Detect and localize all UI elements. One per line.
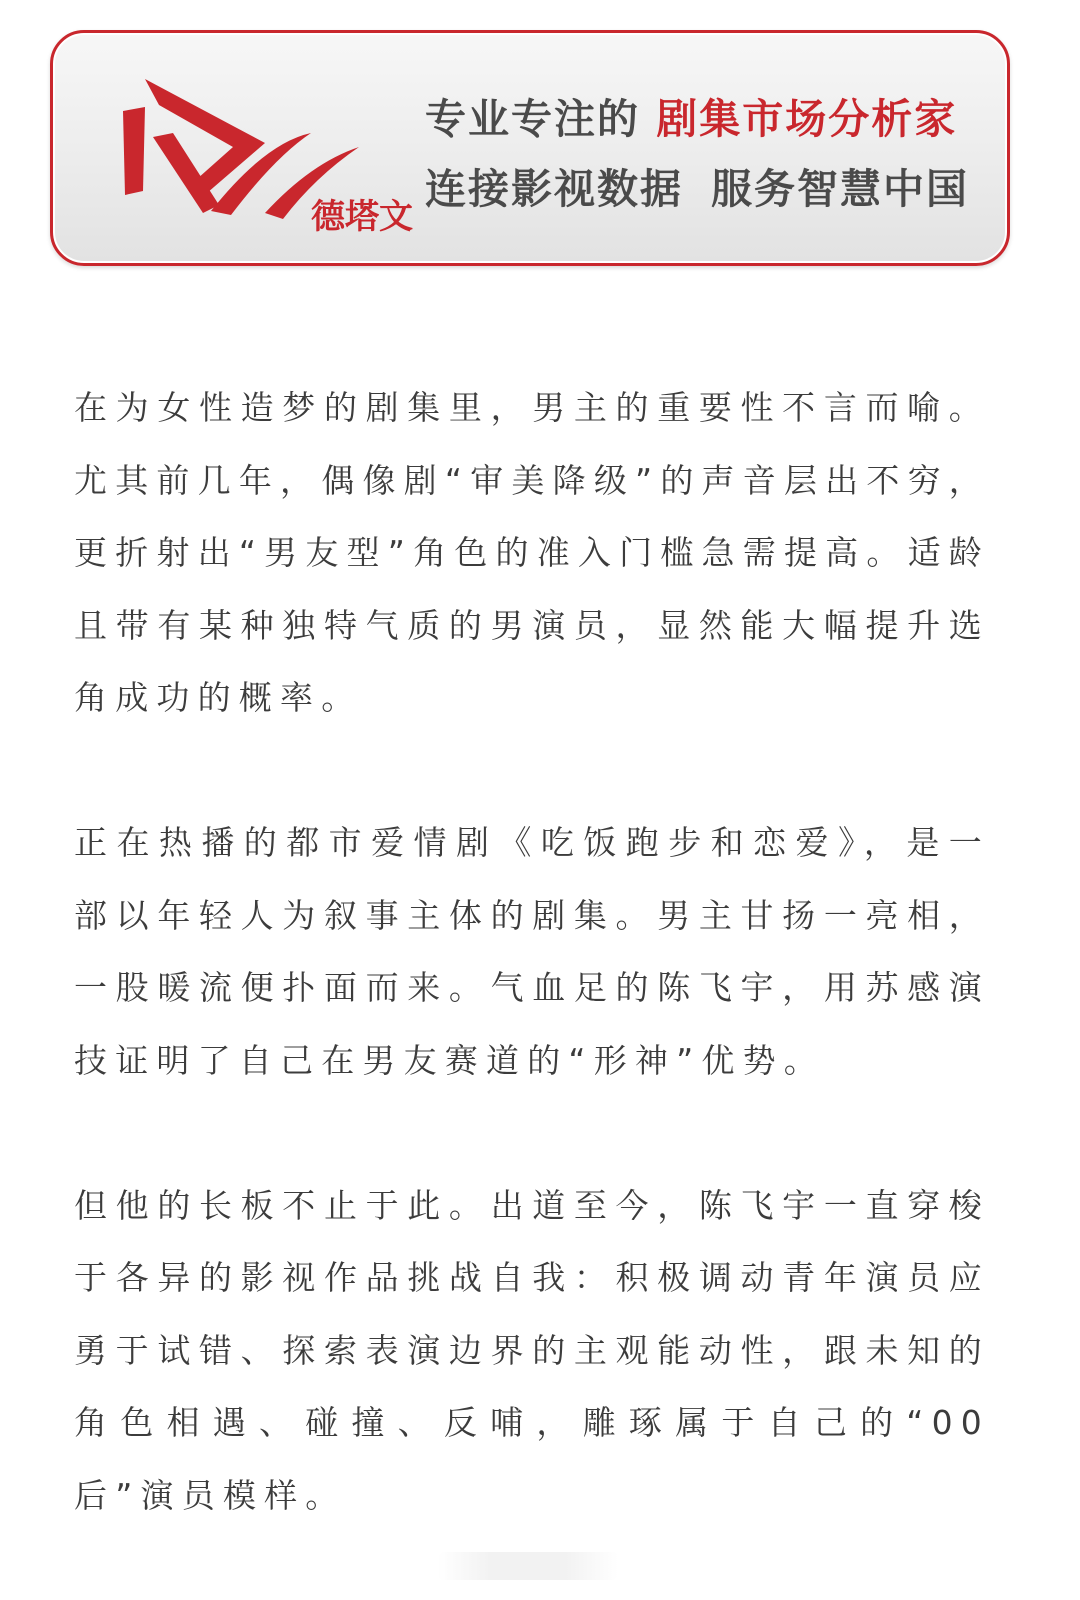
slogan-line-2 [425, 165, 969, 213]
paragraph: 在为女性造梦的剧集里，男主的重要性不言而喻。尤其前几年，偶像剧“审美降级”的声音层出不穷，更折射出“男友型”角色的准入门槛急需提高。适龄且带有某种独特气质的男演员，显然能大幅提升选角成功的概率。 [74, 388, 990, 717]
slogan-part-1: 连接影视数据 [425, 165, 683, 213]
brand-logo [115, 73, 413, 237]
brand-banner [50, 30, 1010, 266]
slogan-line-1 [425, 95, 958, 143]
logo-text: 德塔文 [311, 197, 413, 237]
paragraph: 但他的长板不止于此。出道至今，陈飞宇一直穿梭于各异的影视作品挑战自我：积极调动青年演员应勇于试错、探索表演边界的主观能动性，跟未知的角色相遇、碰撞、反哺，雕琢属于自己的“00后”演员模样。 [74, 1185, 990, 1515]
slogan-prefix: 专业专注的 [425, 95, 657, 143]
slogan-part-2: 服务智慧中国 [711, 165, 969, 213]
paragraph: 正在热播的都市爱情剧《吃饭跑步和恋爱》，是一部以年轻人为叙事主体的剧集。男主甘扬一亮相，一股暖流便扑面而来。气血足的陈飞宇，用苏感演技证明了自己在男友赛道的“形神”优势。 [74, 823, 990, 1080]
article-body [74, 372, 990, 1532]
bottom-watermark-fade [438, 1552, 618, 1580]
slogan-highlight: 剧集市场分析家 [656, 95, 958, 143]
